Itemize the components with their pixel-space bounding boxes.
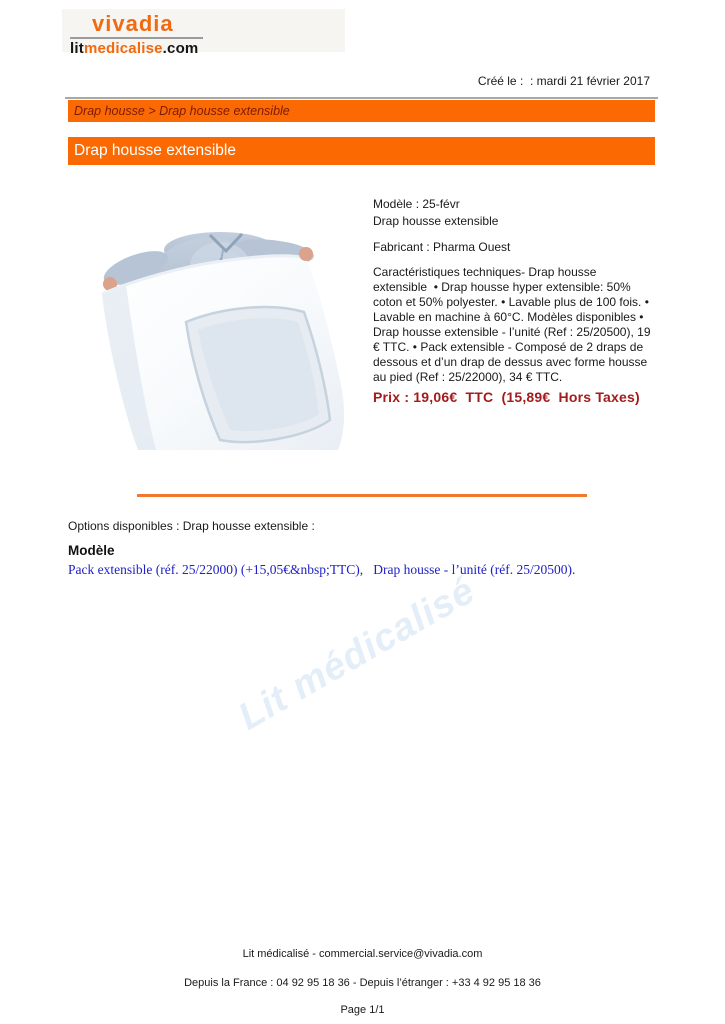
product-model: Modèle : 25-févr [373,197,460,211]
footer-contact-email: Lit médicalisé - commercial.service@vivadia.com [242,948,483,960]
page-footer [0,948,725,1016]
breadcrumb [68,100,655,122]
page-title: Drap housse extensible [74,142,236,159]
logo-litmedicalise-text [70,40,290,57]
options-intro: Options disponibles : Drap housse extensible : [68,519,315,533]
logo-com: .com [162,40,199,57]
logo-underline [70,37,203,39]
fitted-sheet [102,256,344,450]
logo-medicalise: medicalise [83,40,163,57]
hand [299,247,313,261]
section-divider-line [137,494,587,497]
product-description: Caractéristiques techniques- Drap housse extensible • Drap housse hyper extensible: 50% coton et 50% polyester. • Lavable plus de 100 fois. • Lavable en machine à 60°C. Modèles disponibles • Drap housse extensible - l’unité (Ref : 25/20500), 19 € TTC. • Pack extensible - Composé de 2 draps de dessous et d’un drap de dessus avec forme housse au pied (Ref : 25/22000), 34 € TTC. [373,265,654,384]
product-details [373,196,654,405]
page-title-bar [68,137,655,165]
header-divider-line [65,97,658,99]
footer-page-number: Page 1/1 [340,1004,385,1016]
product-image [100,190,360,450]
options-group-title: Modèle [68,543,115,558]
footer-phone-numbers: Depuis la France : 04 92 95 18 36 - Depuis l’étranger : +33 4 92 95 18 36 [184,977,541,989]
logo-vivadia-text: vivadia [92,11,174,36]
product-name: Drap housse extensible [373,214,499,228]
fitted-sheet-photo-illustration [100,190,360,450]
vivadia-logo [70,12,290,57]
breadcrumb-text: Drap housse > Drap housse extensible [74,104,290,118]
watermark-text: Lit médicalisé [231,569,483,739]
creation-date: Créé le : : mardi 21 février 2017 [477,74,650,88]
logo-lit: lit [70,40,84,57]
product-price: Prix : 19,06€ TTC (15,89€ Hors Taxes) [373,389,640,405]
options-values: Pack extensible (réf. 25/22000) (+15,05€&nbsp;TTC), Drap housse - l’unité (réf. 25/20500). [68,562,576,577]
product-manufacturer: Fabricant : Pharma Ouest [373,240,511,254]
